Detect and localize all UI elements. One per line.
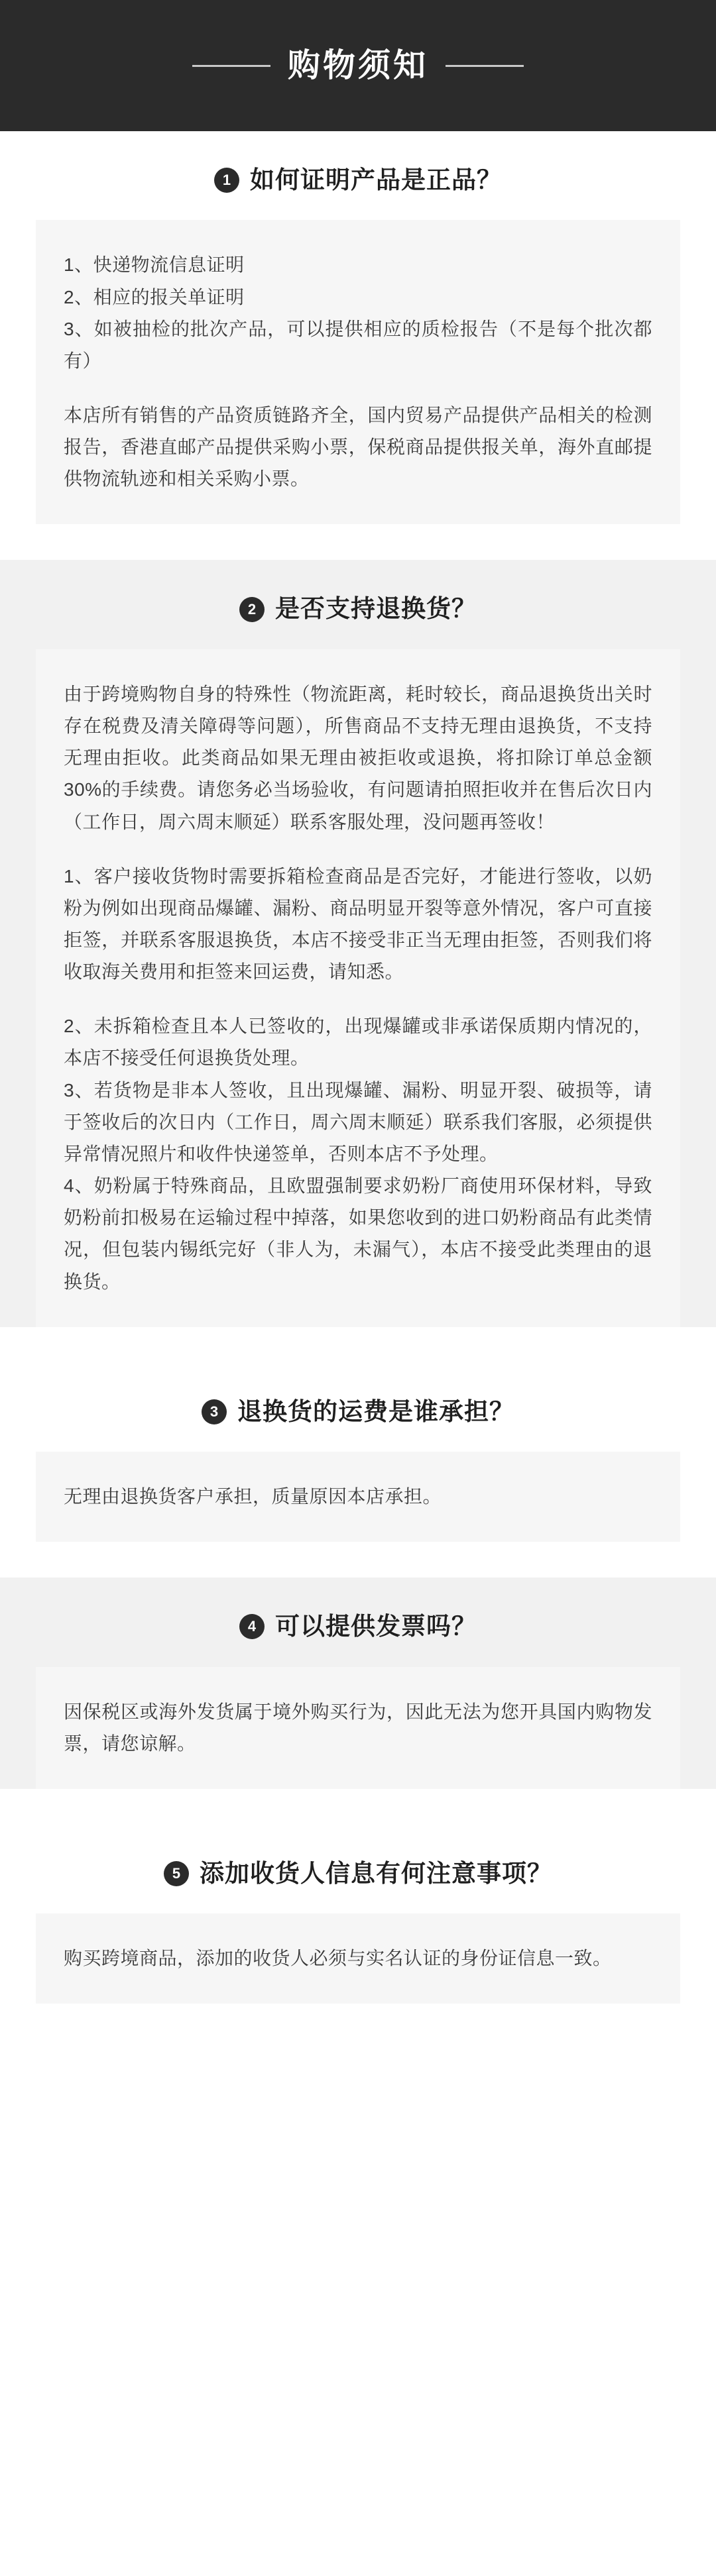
section-1 [0,131,716,524]
section-5-header [0,1825,716,1913]
banner-inner [192,47,524,83]
section-3-number-badge: 3 [202,1399,227,1424]
section-4-number-badge: 4 [239,1614,265,1639]
section-3-title: 退换货的运费是谁承担？ [237,1397,514,1425]
section-5 [0,1825,716,2004]
section-3 [0,1363,716,1542]
section-1-header [0,131,716,220]
section-2-header [0,560,716,649]
page-title: 购物须知 [287,47,428,83]
section-3-paragraph-1: 无理由退换货客户承担，质量原因本店承担。 [64,1486,442,1507]
section-3-header [0,1363,716,1452]
section-2-number-badge: 2 [239,597,265,622]
section-1-title: 如何证明产品是正品？ [250,166,502,193]
section-1-paragraph-4: 本店所有销售的产品资质链路齐全，国内贸易产品提供产品相关的检测报告，香港直邮产品提供采购小票，保税商品提供报关单，海外直邮提供物流轨迹和相关采购小票。 [64,405,652,490]
section-5-paragraph-1: 购买跨境商品，添加的收货人必须与实名认证的身份证信息一致。 [64,1948,612,1969]
section-2-paragraph-5: 4、奶粉属于特殊商品，且欧盟强制要求奶粉厂商使用环保材料，导致奶粉前扣极易在运输过程中掉落，如果您收到的进口奶粉商品有此类情况，但包装内锡纸完好（非人为，未漏气），本店不接受此类理由的退换货。 [64,1175,652,1292]
section-5-title: 添加收货人信息有何注意事项？ [200,1859,552,1887]
section-5-number-badge: 5 [164,1861,189,1886]
section-2-content [36,649,680,1327]
page-banner [0,0,716,131]
section-1-number-badge: 1 [214,168,239,193]
section-2-paragraph-1: 由于跨境购物自身的特殊性（物流距离，耗时较长，商品退换货出关时存在税费及清关障碍等问题），所售商品不支持无理由退换货，不支持无理由拒收。此类商品如果无理由被拒收或退换，将扣除订单总金额30%的手续费。请您务必当场验收，有问题请拍照拒收并在售后次日内（工作日，周六周末顺延）联系客服处理，没问题再签收！ [64,683,652,832]
section-2-title: 是否支持退换货？ [275,595,477,623]
section-4-title: 可以提供发票吗？ [275,1613,477,1640]
banner-rule-left [192,65,270,67]
section-3-content [36,1452,680,1542]
section-2-paragraph-3: 2、未拆箱检查且本人已签收的，出现爆罐或非承诺保质期内情况的，本店不接受任何退换货处理。 [64,1016,652,1069]
section-1-paragraph-2: 2、相应的报关单证明 [64,286,245,307]
section-4-content [36,1667,680,1789]
section-2 [0,560,716,1326]
section-5-content [36,1913,680,2004]
section-1-paragraph-1: 1、快递物流信息证明 [64,254,245,276]
section-2-paragraph-4: 3、若货物是非本人签收，且出现爆罐、漏粉、明显开裂、破损等，请于签收后的次日内（工作日，周六周末顺延）联系我们客服，必须提供异常情况照片和收件快递签单，否则本店不予处理。 [64,1079,652,1164]
section-2-paragraph-2: 1、客户接收货物时需要拆箱检查商品是否完好，才能进行签收，以奶粉为例如出现商品爆罐、漏粉、商品明显开裂等意外情况，客户可直接拒签，并联系客服退换货，本店不接受非正当无理由拒签，否则我们将收取海关费用和拒签来回运费，请知悉。 [64,865,652,983]
banner-rule-right [446,65,524,67]
section-4 [0,1578,716,1789]
section-4-paragraph-1: 因保税区或海外发货属于境外购买行为，因此无法为您开具国内购物发票，请您谅解。 [64,1701,652,1754]
section-1-paragraph-3: 3、如被抽检的批次产品，可以提供相应的质检报告（不是每个批次都有） [64,318,652,371]
section-4-header [0,1578,716,1666]
section-1-content [36,220,680,524]
